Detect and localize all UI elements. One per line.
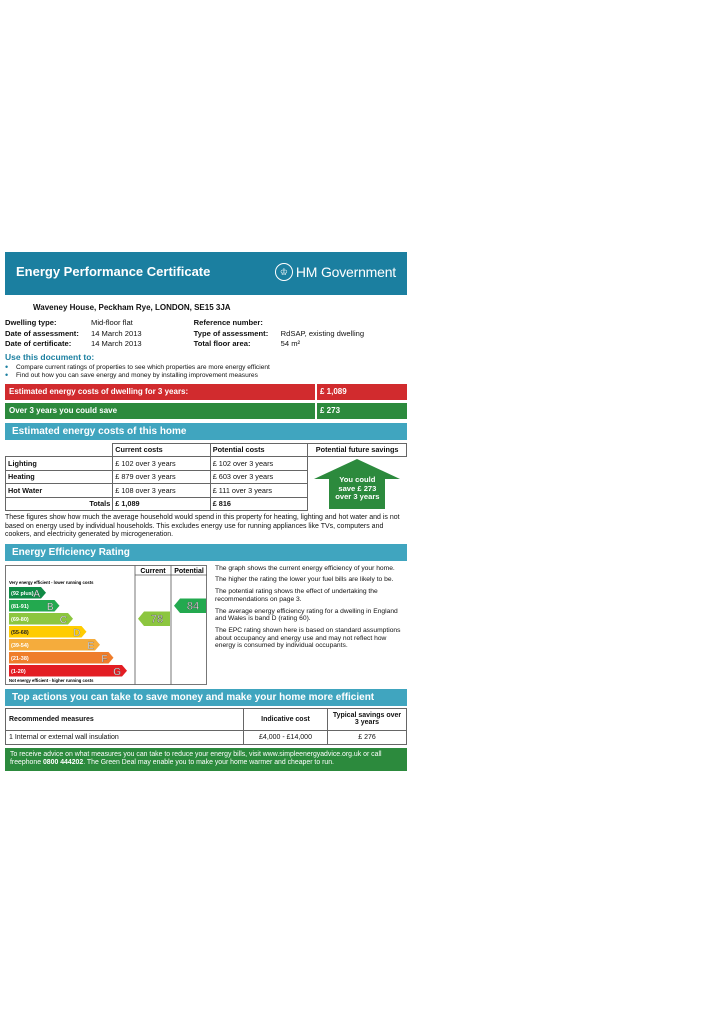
rating-markers [138,598,206,626]
page-title: Energy Performance Certificate [16,264,211,279]
potential-column-header: Potential [174,567,204,575]
eer-paragraph: The graph shows the current energy efficiency of your home. [215,564,395,572]
savings-value: £ 273 [315,403,407,419]
band-range-label: (69-80) [11,616,29,623]
band-letter-d: D [73,627,81,639]
band-range-label: (81-91) [11,603,29,610]
date-certificate-value: 14 March 2013 [91,339,142,348]
table-row [6,457,407,471]
assessment-type-value: RdSAP, existing dwelling [280,328,365,338]
date-certificate-label: Date of certificate: [5,339,72,348]
potential-cost-cell: £ 603 over 3 years [210,470,308,484]
savings-line-2: save £ 273 [338,483,377,493]
table-row [6,730,407,744]
eer-paragraph: The EPC rating shown here is based on standard assumptions about occupancy and energy use and may not reflect how energy is consumed by individual occupants. [215,627,401,650]
potential-rating-value: 84 [186,600,200,613]
reference-label: Reference number: [193,318,263,327]
band-range-label: (92 plus) [11,590,34,597]
estimated-costs-bar [5,384,407,400]
current-column-header: Current [140,567,166,575]
footer-text-pre: To receive advice on what measures you can take to reduce your energy bills, visit www.simpleenergyadvice.org.uk or call freephone [10,750,382,767]
hm-government-text: HM Government [295,264,396,280]
property-address: Waveney House, Peckham Rye, LONDON, SE15 3JA [33,303,231,312]
eer-paragraph: The average energy efficiency rating for a dwelling in England and Wales is band D (rating 60). [215,607,398,623]
eer-explanation [215,565,407,685]
row-label: Lighting [6,457,113,471]
costs-table [5,443,407,512]
measure-cell: 1 Internal or external wall insulation [6,730,244,744]
reference-value [281,318,364,329]
band-range-label: (1-20) [11,668,26,675]
totals-label: Totals [6,497,113,511]
current-cost-cell: £ 102 over 3 years [113,457,210,471]
footer-text-post: . The Green Deal may enable you to make your home warmer and cheaper to run. [83,759,334,767]
list-item: • Compare current ratings of properties to see which properties are more energy efficient [5,364,407,373]
table-header-row [6,708,407,730]
band-letter-b: B [46,601,54,613]
band-range-label: (55-68) [11,629,29,636]
measures-header: Recommended measures [6,708,244,730]
savings-header: Typical savings over 3 years [328,708,407,730]
savings-line-1: You could [339,475,376,484]
eer-paragraph: The higher the rating the lower your fuel bills are likely to be. [215,576,394,584]
actions-section-title: Top actions you can take to save money and make your home more efficient [5,689,407,706]
savings-bar [5,403,407,419]
list-item: • Find out how you can save energy and money by installing improvement measures [5,372,407,381]
eer-paragraph: The potential rating shows the effect of undertaking the recommendations on page 3. [215,588,378,603]
band-letter-e: E [87,640,94,652]
savings-cell [308,457,407,511]
costs-section-title: Estimated energy costs of this home [5,423,407,440]
current-cost-cell: £ 879 over 3 years [113,470,210,484]
assessment-type-label: Type of assessment: [193,328,269,338]
floor-area-value: 54 m² [280,339,301,348]
date-assessment-value: 14 March 2013 [91,328,142,338]
actions-table [5,708,407,745]
dwelling-type-label: Dwelling type: [5,318,57,327]
costs-note: These figures show how much the average household would spend in this property for heating, lighting and hot water and is not based on energy used by individual households. This excludes energy use for running appliances like TVs, computers and cookers, and electricity generated by microgeneration. [5,514,400,539]
estimated-costs-label: Estimated energy costs of dwelling for 3 years: [9,386,189,396]
eer-section-title: Energy Efficiency Rating [5,544,407,561]
band-letter-g: G [113,666,121,678]
savings-label: Over 3 years you could save [9,405,118,415]
savings-line-3: over 3 years [335,492,380,501]
use-document-title: Use this document to: [5,351,95,362]
dwelling-type-value: Mid-floor flat [91,318,133,327]
band-range-label: (39-54) [11,642,29,649]
row-label: Hot Water [6,484,113,498]
not-efficient-label: Not energy efficient - higher running costs [9,677,94,683]
current-costs-header: Current costs [113,443,210,457]
cost-header: Indicative cost [244,708,328,730]
band-range-label: (21-38) [11,655,29,662]
royal-crest-icon: ♔ [275,263,293,281]
header-banner [5,252,407,295]
potential-cost-cell: £ 102 over 3 years [210,457,308,471]
freephone-number: 0800 444202 [42,759,84,767]
typical-savings-cell: £ 276 [328,730,407,744]
future-savings-header: Potential future savings [308,443,407,457]
advice-footer [5,748,407,771]
indicative-cost-cell: £4,000 - £14,000 [244,730,328,744]
band-bar-g [9,665,127,677]
date-assessment-label: Date of assessment: [5,328,79,338]
table-header-row [6,443,407,457]
energy-rating-chart [5,565,207,685]
use-document-list [5,364,407,381]
rating-bands [9,587,127,678]
hm-government-logo [275,263,396,281]
band-letter-c: C [59,614,67,626]
estimated-costs-value: £ 1,089 [315,384,407,400]
very-efficient-label: Very energy efficient - lower running costs [9,579,94,585]
potential-costs-header: Potential costs [210,443,308,457]
floor-area-label: Total floor area: [193,339,251,348]
table-corner [6,443,113,457]
savings-arrow-text [314,476,400,502]
property-details [5,318,407,350]
total-potential-cell: £ 816 [210,497,308,511]
band-letter-a: A [33,588,40,600]
band-letter-f: F [101,653,108,665]
current-cost-cell: £ 108 over 3 years [113,484,210,498]
savings-arrow [314,459,400,509]
total-current-cell: £ 1,089 [113,497,210,511]
row-label: Heating [6,470,113,484]
epc-document [5,252,407,771]
potential-cost-cell: £ 111 over 3 years [210,484,308,498]
eer-section [5,565,407,685]
current-rating-value: 78 [150,613,164,626]
